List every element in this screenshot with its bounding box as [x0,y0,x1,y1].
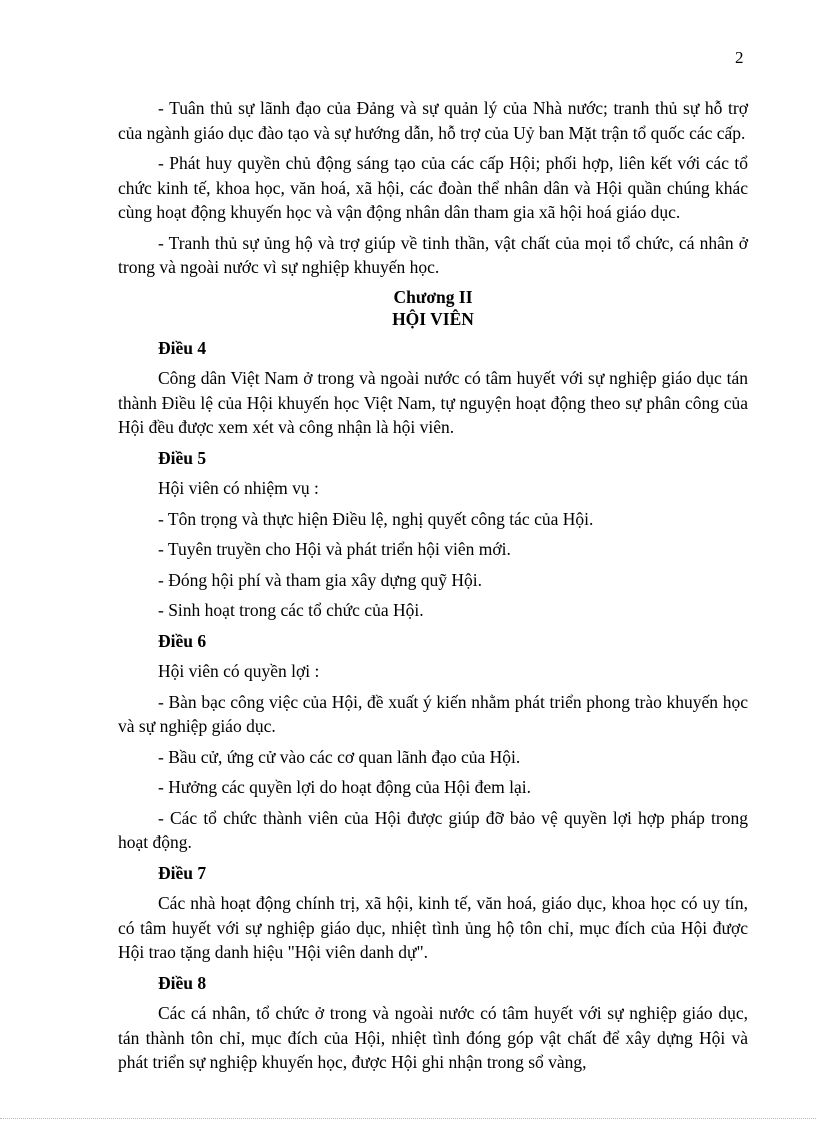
page-number: 2 [735,48,744,67]
article-paragraph: Các nhà hoạt động chính trị, xã hội, kinh tế, văn hoá, giáo dục, khoa học có uy tín, có tâm huyết với sự nghiệp giáo dục, nhiệt tình ủng hộ tôn chỉ, mục đích của Hội được Hội trao tặng danh hiệu "Hội viên danh dự". [118,893,748,962]
chapter-title: HỘI VIÊN [392,308,474,329]
article-paragraph: Các cá nhân, tổ chức ở trong và ngoài nước có tâm huyết với sự nghiệp giáo dục, tán thành tôn chỉ, mục đích của Hội, nhiệt tình đóng góp vật chất để xây dựng Hội và phát triển sự nghiệp khuyến học, được Hội ghi nhận trong sổ vàng, [118,1003,748,1072]
page-bottom-divider [0,1118,816,1119]
article-paragraph: - Tuyên truyền cho Hội và phát triển hội viên mới. [158,539,511,559]
article-paragraph: - Các tổ chức thành viên của Hội được giúp đỡ bảo vệ quyền lợi hợp pháp trong hoạt động. [118,807,748,852]
intro-paragraph: - Phát huy quyền chủ động sáng tạo của các cấp Hội; phối hợp, liên kết với các tổ chức kinh tế, khoa học, văn hoá, xã hội, các đoàn thể nhân dân và Hội quần chúng khác cùng hoạt động khuyến học và vận động nhân dân tham gia xã hội hoá giáo dục. [118,153,748,222]
article-paragraph: - Đóng hội phí và tham gia xây dựng quỹ Hội. [158,569,482,590]
article-paragraph: Hội viên có quyền lợi : [158,661,320,681]
article-heading: Điều 8 [158,972,207,993]
document-body [118,96,748,1081]
chapter-number: Chương II [393,286,473,307]
article-heading: Điều 7 [158,862,207,883]
article-paragraph: - Tôn trọng và thực hiện Điều lệ, nghị quyết công tác của Hội. [158,508,594,529]
intro-paragraph: - Tuân thủ sự lãnh đạo của Đảng và sự quản lý của Nhà nước; tranh thủ sự hỗ trợ của ngành giáo dục đào tạo và sự hướng dẫn, hỗ trợ của Uỷ ban Mặt trận tổ quốc các cấp. [118,98,748,143]
article-heading: Điều 5 [158,447,207,468]
article-paragraph: Hội viên có nhiệm vụ : [158,478,319,498]
article-paragraph: - Bàn bạc công việc của Hội, đề xuất ý kiến nhằm phát triển phong trào khuyến học và sự nghiệp giáo dục. [118,691,748,736]
chapter-heading [118,286,748,330]
article-paragraph: Công dân Việt Nam ở trong và ngoài nước có tâm huyết với sự nghiệp giáo dục tán thành Điều lệ của Hội khuyến học Việt Nam, tự nguyện hoạt động theo sự phân công của Hội đều được xem xét và công nhận là hội viên. [118,368,748,437]
article-paragraph: - Hưởng các quyền lợi do hoạt động của Hội đem lại. [158,777,532,797]
article-paragraph: - Bầu cử, ứng cử vào các cơ quan lãnh đạo của Hội. [158,746,521,767]
intro-paragraph: - Tranh thủ sự ủng hộ và trợ giúp về tinh thần, vật chất của mọi tổ chức, cá nhân ở trong và ngoài nước vì sự nghiệp khuyến học. [118,232,748,277]
article-heading: Điều 4 [158,337,207,358]
article-heading: Điều 6 [158,630,207,651]
article-paragraph: - Sinh hoạt trong các tổ chức của Hội. [158,600,424,620]
